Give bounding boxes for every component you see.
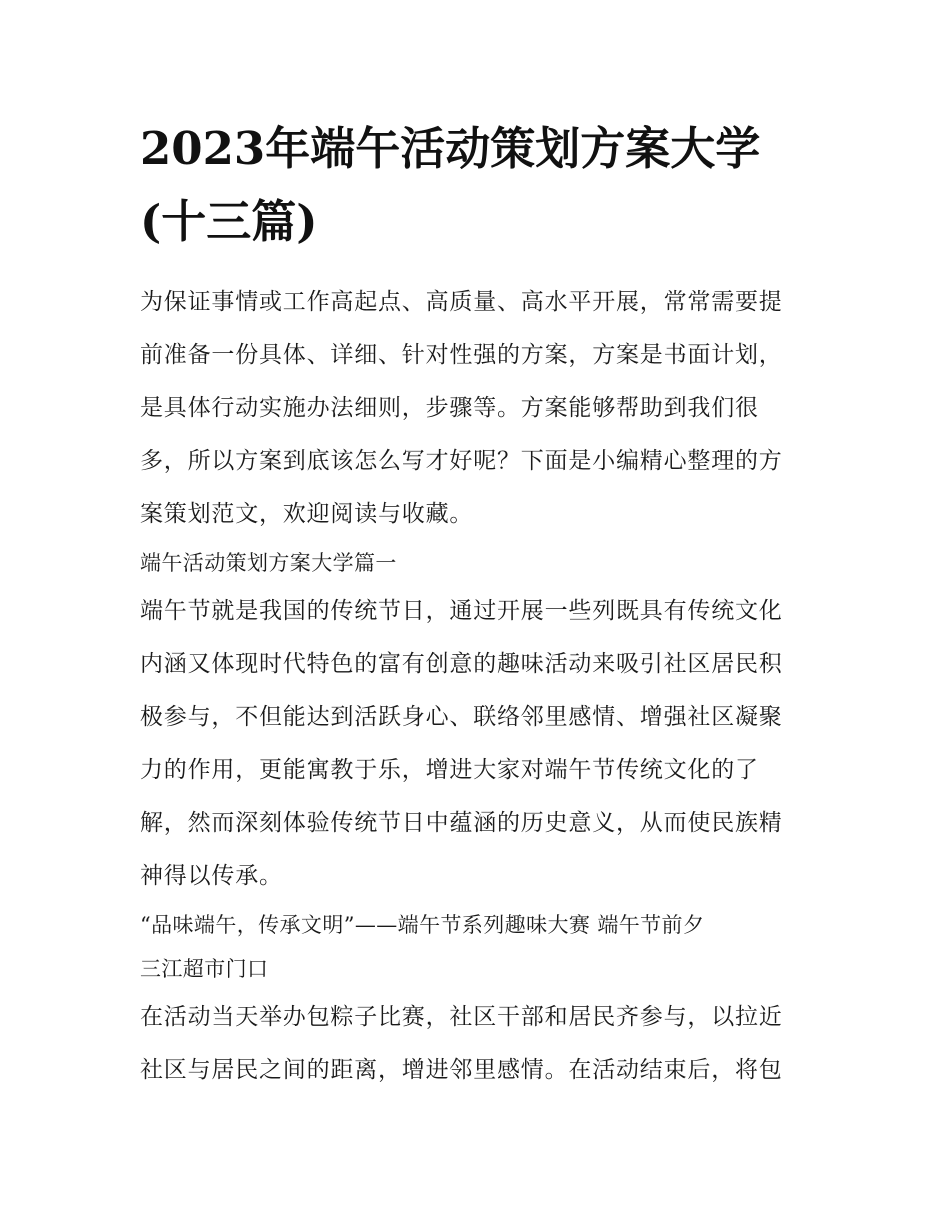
theme-line: “品味端午，传承文明”——端午节系列趣味大赛 端午节前夕	[140, 913, 705, 937]
body-line: 解，然而深刻体验传统节日中蕴涵的历史意义，从而使民族精	[140, 810, 783, 836]
body-line: 极参与，不但能达到活跃身心、联络邻里感情、增强社区凝聚	[140, 704, 783, 730]
body-line: 神得以传承。	[140, 863, 283, 889]
body-line: 社区与居民之间的距离，增进邻里感情。在活动结束后，将包	[140, 1057, 783, 1083]
body-line: 内涵又体现时代特色的富有创意的趣味活动来吸引社区居民积	[140, 651, 783, 677]
body-line: 在活动当天举办包粽子比赛，社区干部和居民齐参与，以拉近	[140, 1004, 783, 1030]
intro-line: 是具体行动实施办法细则，步骤等。方案能够帮助到我们很	[140, 395, 759, 421]
body-paragraph-1	[140, 585, 815, 903]
intro-paragraph	[140, 276, 815, 541]
body-paragraph-2	[140, 991, 815, 1097]
document-page	[140, 112, 815, 1097]
intro-line: 为保证事情或工作高起点、高质量、高水平开展，常常需要提	[140, 289, 783, 315]
intro-line: 前准备一份具体、详细、针对性强的方案，方案是书面计划，	[140, 342, 783, 368]
intro-line: 案策划范文，欢迎阅读与收藏。	[140, 501, 474, 527]
theme-line: 三江超市门口	[140, 957, 269, 981]
theme-paragraph	[140, 903, 815, 991]
body-line: 力的作用，更能寓教于乐，增进大家对端午节传统文化的了	[140, 757, 759, 783]
title-line-1: 2023年端午活动策划方案大学	[140, 122, 761, 175]
intro-line: 多，所以方案到底该怎么写才好呢？下面是小编精心整理的方	[140, 448, 783, 474]
section-heading: 端午活动策划方案大学篇一	[140, 551, 397, 575]
document-title	[140, 112, 815, 258]
title-line-2: (十三篇)	[140, 195, 318, 248]
body-line: 端午节就是我国的传统节日，通过开展一些列既具有传统文化	[140, 598, 783, 624]
